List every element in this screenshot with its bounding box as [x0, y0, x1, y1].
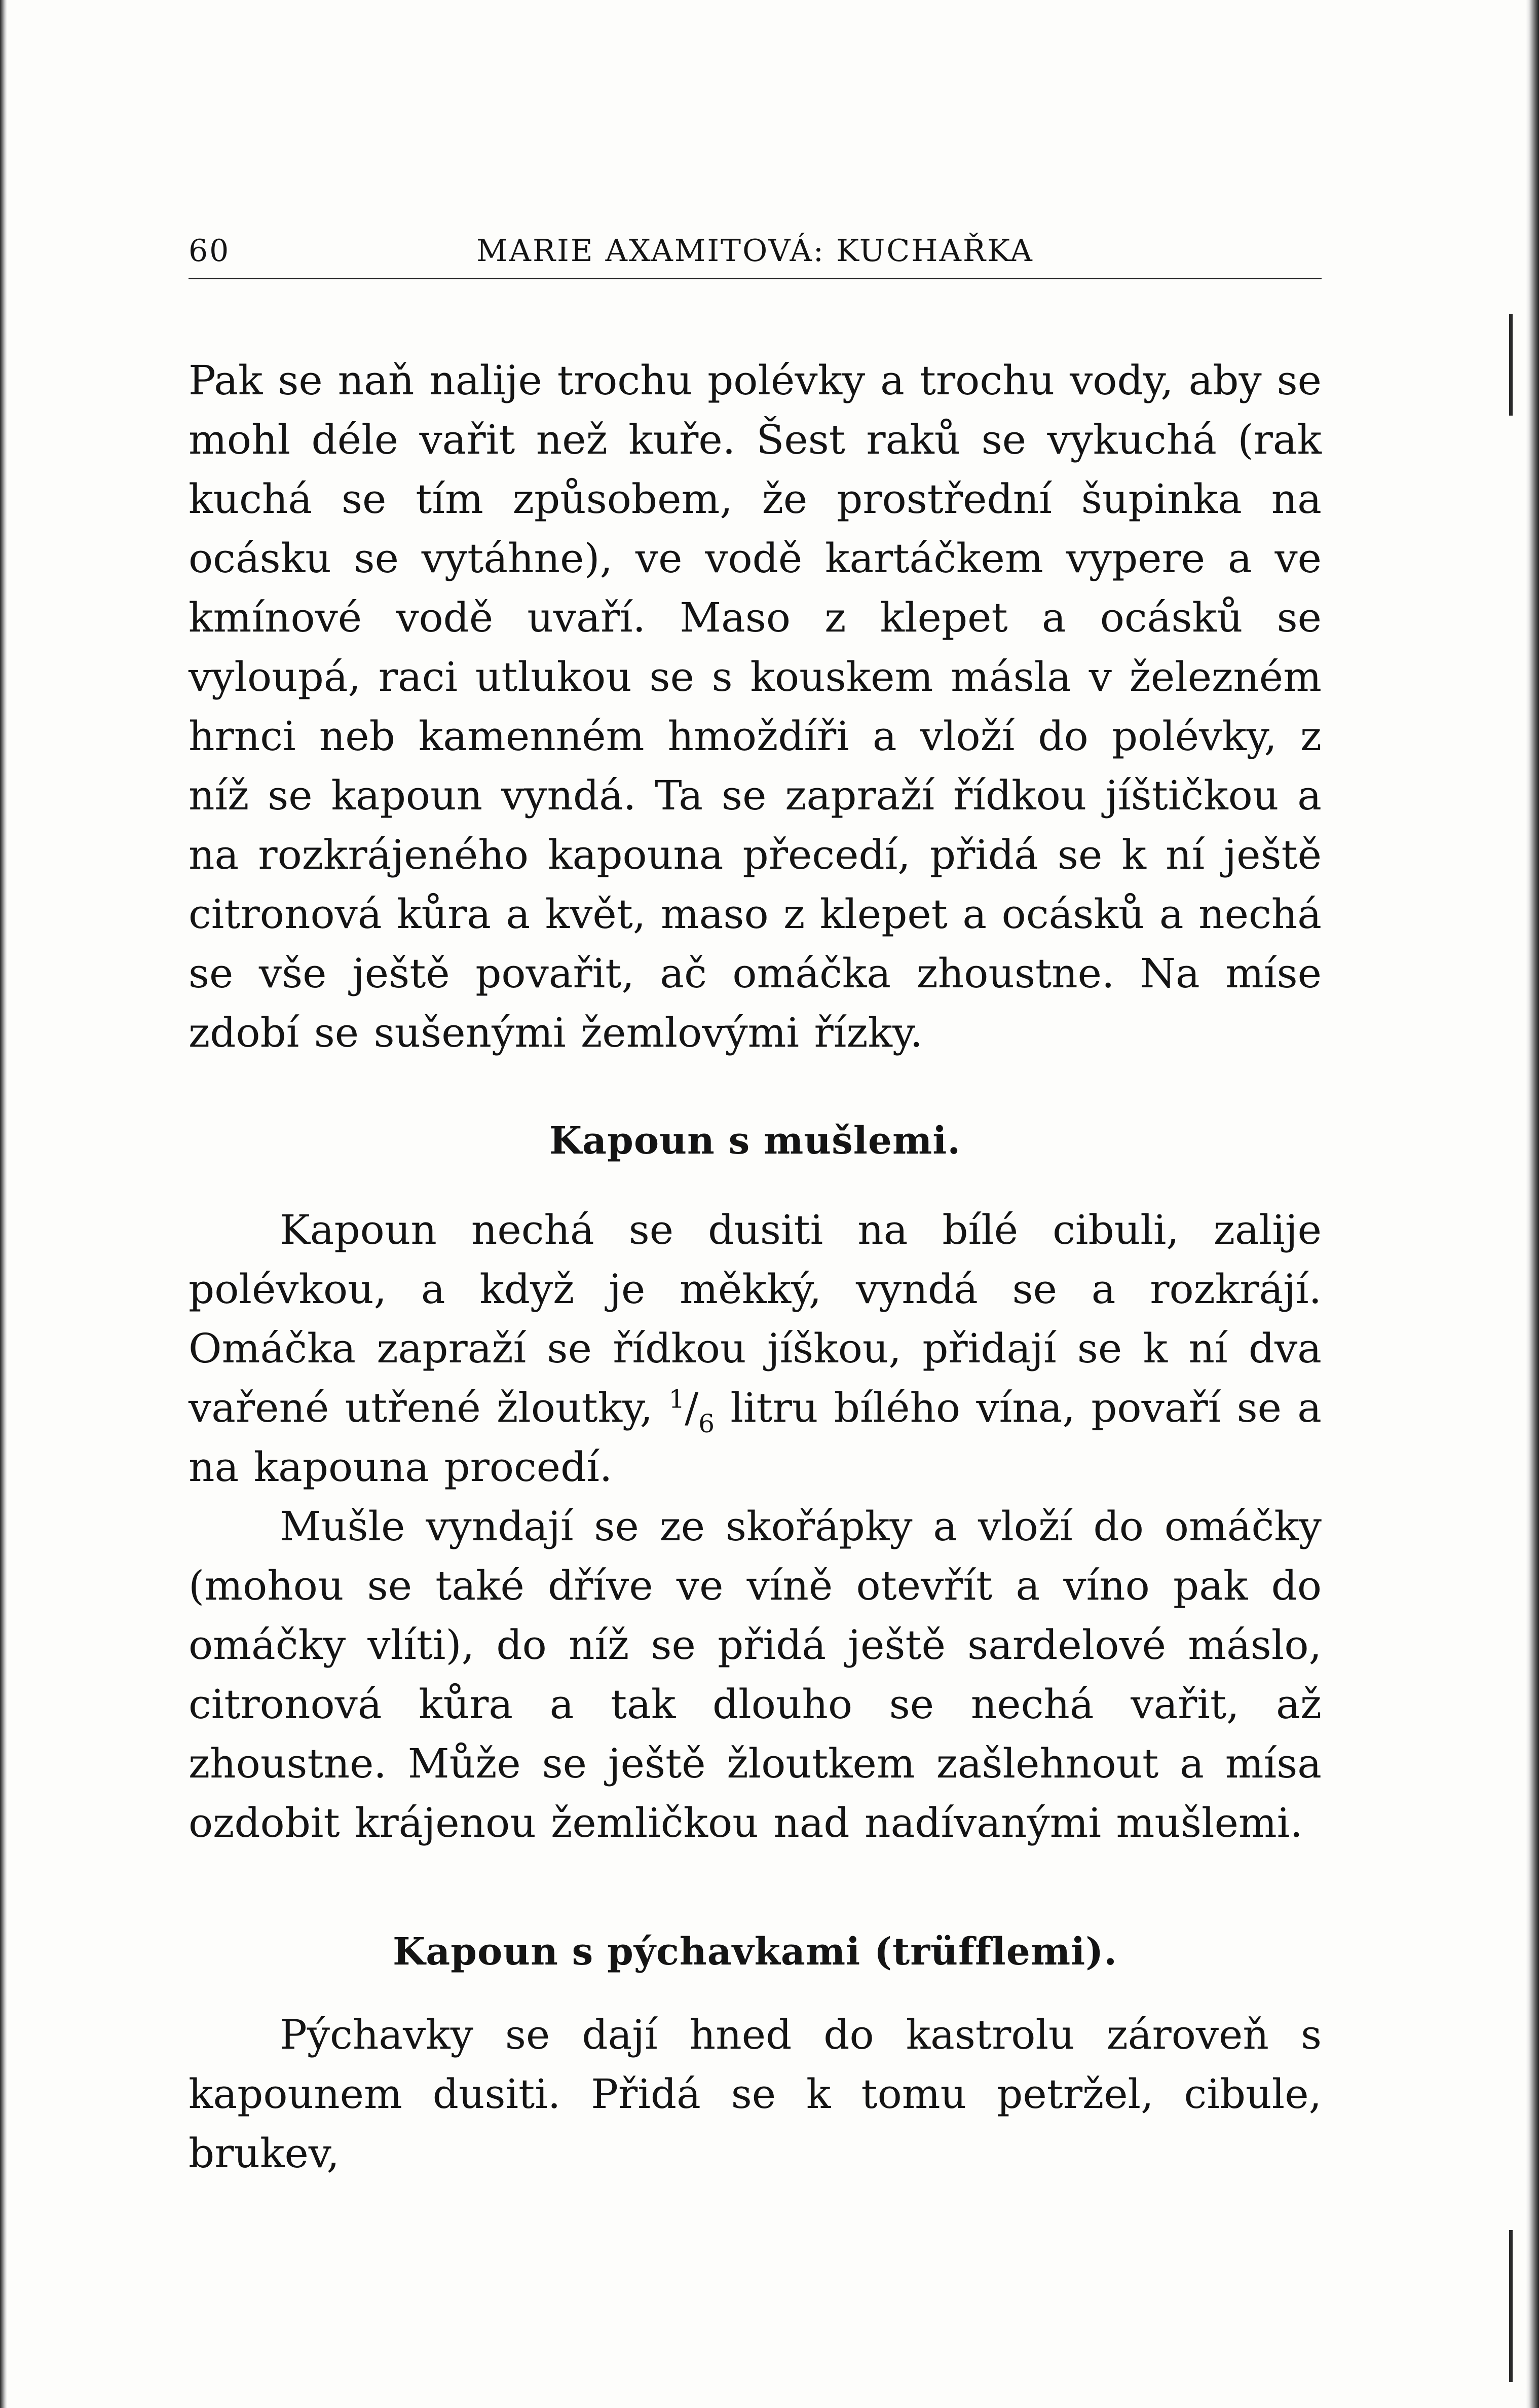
- muslemi-paragraph-2: Mušle vyndají se ze skořápky a vloží do omáčky (mohou se také dříve ve víně otevřít a víno pak do omáčky vlíti), do níž se přidá ještě sardelové máslo, citronová kůra a tak dlouho se nechá vařit, až zhoustne. Může se ještě žloutkem zašlehnout a mísa ozdobit krájenou žemličkou nad nadívanými mušlemi.: [189, 1503, 1322, 1846]
- section-title-muslemi: Kapoun s mušlemi.: [549, 1119, 961, 1163]
- fraction-numerator: 1: [668, 1384, 685, 1414]
- page-edge-mark: [1509, 2230, 1513, 2382]
- fraction-denominator: 6: [698, 1409, 715, 1438]
- trufflemi-heading-block: [189, 1930, 1322, 1974]
- fraction-one-sixth: $^1/_6$: [668, 1384, 715, 1438]
- running-head: MARIE AXAMITOVÁ: KUCHAŘKA: [476, 233, 1034, 269]
- muslemi-paragraph-1-start: Kapoun nechá se dusiti na bílé cibuli, zalije polévkou, a když je měkký, vyndá se a rozkrájí. Omáčka zapraží se řídkou jíškou, přidají se k ní dva vařené utřené žloutky,: [189, 1206, 1322, 1431]
- muslemi-paragraph-1-end: litru bílého vína, povaří se a na kapouna procedí.: [189, 1384, 1322, 1491]
- page-left-edge-shadow: [0, 0, 7, 2408]
- muslemi-heading-block: [189, 1119, 1322, 1163]
- intro-section: [189, 351, 1322, 1062]
- page-number: 60: [189, 233, 231, 269]
- page-header: [189, 229, 1322, 279]
- intro-paragraph: Pak se naň nalije trochu polévky a trochu vody, aby se mohl déle vařit než kuře. Šest raků se vykuchá (rak kuchá se tím způsobem, že prostřední šupinka na ocásku se vytáhne), ve vodě kartáčkem vypere a ve kmínové vodě uvaří. Maso z klepet a ocásků se vyloupá, raci utlukou se s kouskem másla v železném hrnci neb kamenném hmoždíři a vloží do polévky, z níž se kapoun vyndá. Ta se zapraží řídkou jíštičkou a na rozkrájeného kapouna přecedí, přidá se k ní ještě citronová kůra a květ, maso z klepet a ocásků a nechá se vše ještě povařit, ač omáčka zhoustne. Na míse zdobí se sušenými žemlovými řízky.: [189, 357, 1322, 1056]
- page-edge-mark: [1509, 314, 1513, 416]
- section-title-trufflemi: Kapoun s pýchavkami (trüfflemi).: [392, 1930, 1118, 1974]
- page-right-edge-shadow: [1526, 0, 1539, 2408]
- muslemi-section: [189, 1200, 1322, 1853]
- trufflemi-paragraph-1: Pýchavky se dají hned do kastrolu zároveň s kapounem dusiti. Přidá se k tomu petržel, cibule, brukev,: [189, 2011, 1322, 2177]
- trufflemi-section: [189, 2005, 1322, 2183]
- muslemi-paragraph-1: [189, 1200, 1322, 1497]
